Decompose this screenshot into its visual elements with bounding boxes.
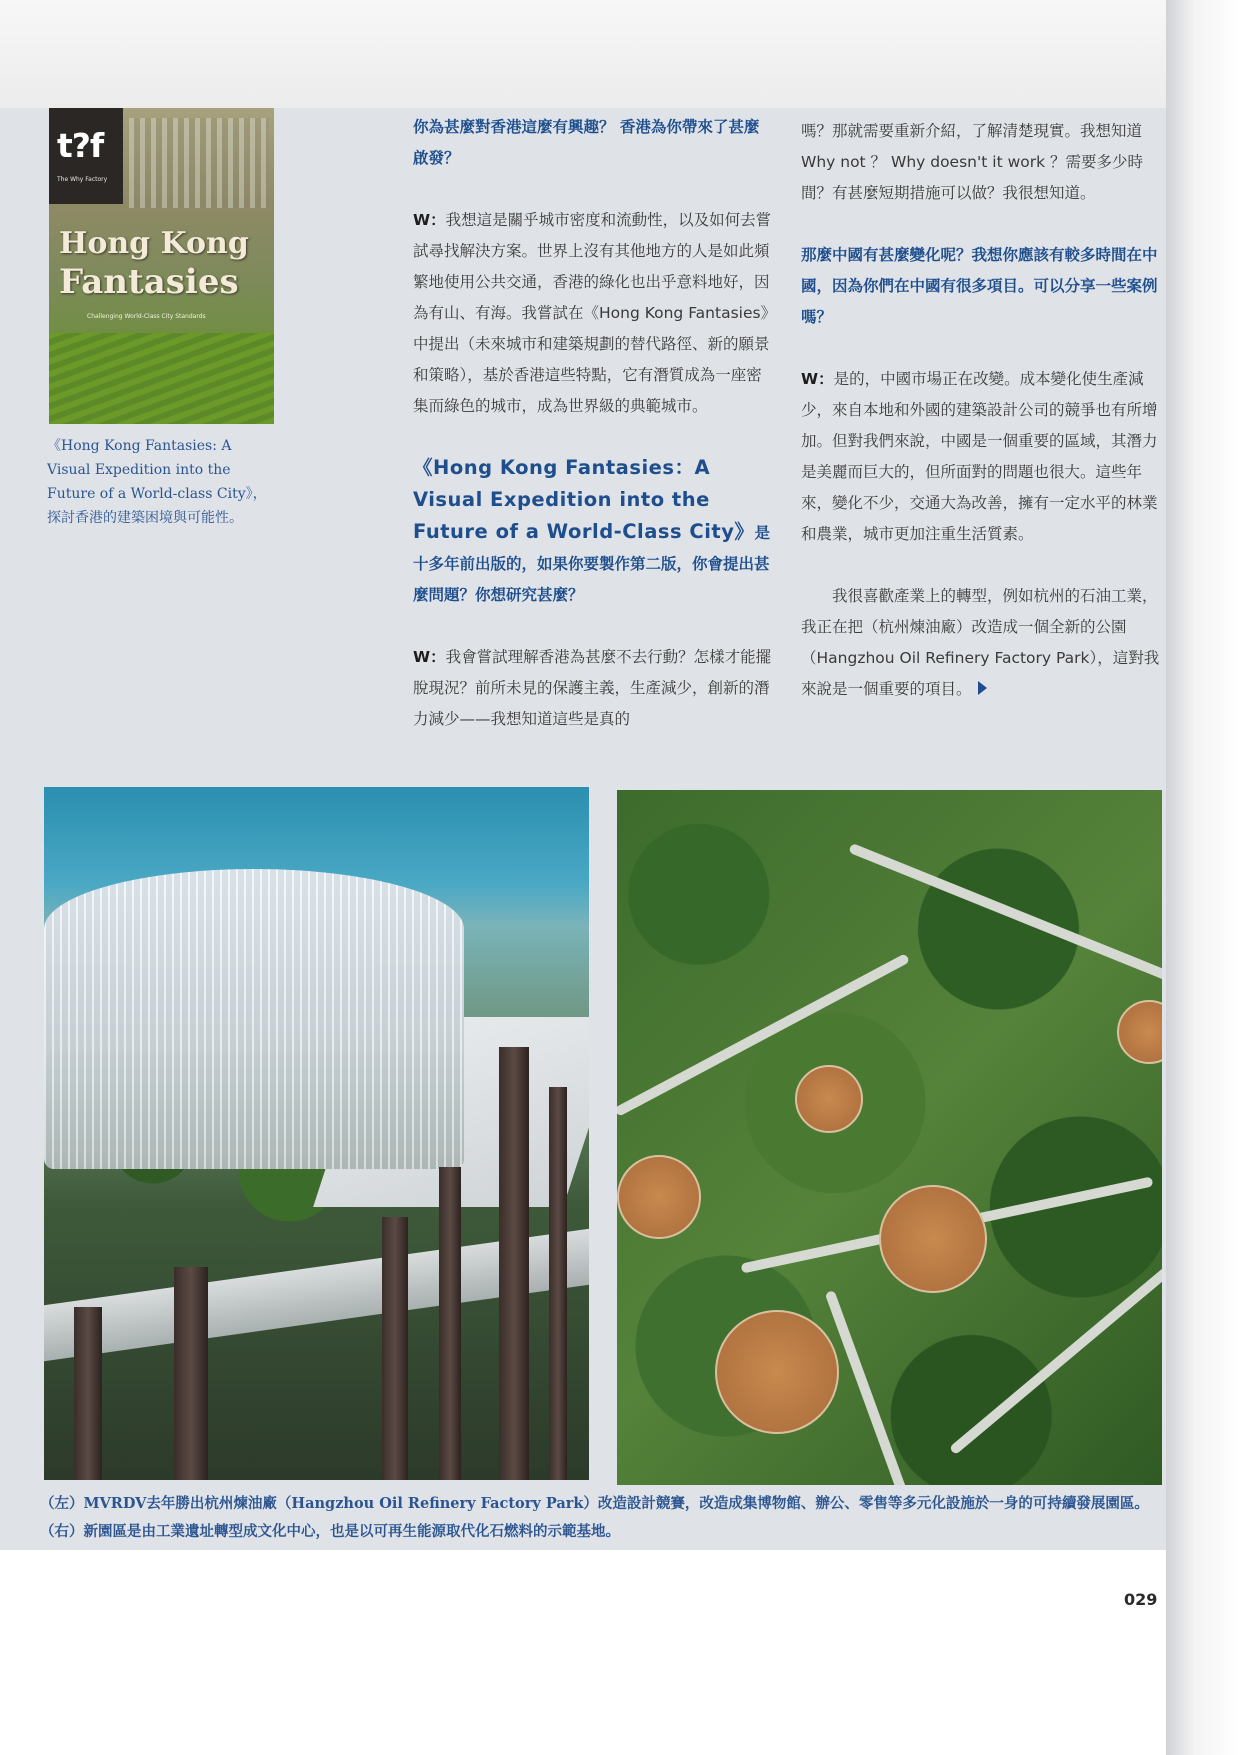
photo-park-aerial bbox=[617, 790, 1162, 1485]
article-column-right bbox=[801, 116, 1161, 705]
publisher-name: The Why Factory bbox=[57, 176, 108, 183]
photo-chimney bbox=[174, 1267, 208, 1480]
photo-plaza-circle bbox=[795, 1065, 863, 1133]
answer-2-continued: 嗎？那就需要重新介紹，了解清楚現實。我想知道Why not ？ Why doesn't it work ？需要多少時間？有甚麼短期措施可以做？我很想知道。 bbox=[801, 122, 1144, 202]
publisher-logo: t?f bbox=[57, 126, 104, 165]
photo-chimney bbox=[549, 1087, 567, 1480]
photo-path bbox=[617, 953, 910, 1117]
photo-refinery-museum bbox=[44, 787, 589, 1480]
cover-tagline: Challenging World-Class City Standards bbox=[87, 313, 206, 320]
speaker-mark: W： bbox=[413, 211, 446, 229]
answer-3 bbox=[801, 364, 1161, 550]
cover-title-line2: Fantasies bbox=[59, 262, 239, 302]
photo-caption-left: （左）MVRDV去年勝出杭州煉油廠（Hangzhou Oil Refinery Factory Park）改造設計競賽，改造成集博物館、辦公、零售等多元化設施於一身的可持續發展園區。 bbox=[40, 1495, 1149, 1512]
book-cover-image bbox=[49, 108, 274, 424]
answer-1 bbox=[413, 205, 773, 422]
speaker-mark: W： bbox=[413, 648, 446, 666]
question-1: 你為甚麼對香港這麼有興趣？ 香港為你帶來了甚麼啟發？ bbox=[413, 118, 760, 167]
answer-2 bbox=[413, 642, 773, 735]
cover-title-line1: Hong Kong bbox=[59, 226, 249, 261]
scan-edge bbox=[1166, 0, 1240, 1755]
photo-path bbox=[825, 1290, 910, 1485]
photo-plaza-circle bbox=[1117, 1000, 1162, 1064]
photo-chimney bbox=[382, 1217, 408, 1480]
answer-3-text: 是的，中國市場正在改變。成本變化使生產減少，來自本地和外國的建築設計公司的競爭也有所增加。但對我們來說，中國是一個重要的區域，其潛力是美麗而巨大的，但所面對的問題也很大。這些年來，變化不少，交通大為改善，擁有一定水平的林業和農業，城市更加注重生活質素。 bbox=[801, 370, 1158, 543]
answer-1-text: 我想這是關乎城市密度和流動性，以及如何去嘗試尋找解決方案。世界上沒有其他地方的人是如此頻繁地使用公共交通，香港的綠化也出乎意料地好，因為有山、有海。我嘗試在《Hong Kong Fantasies》中提出（未來城市和建築規劃的替代路徑、新的願景和策略），基於香港這些特點，它有潛質成為一座密集而綠色的城市，成為世界級的典範城市。 bbox=[413, 211, 772, 415]
cover-caption: 《Hong Kong Fantasies: A Visual Expedition into the Future of a World-class City》，探討香港的建築困境與可能性。 bbox=[47, 438, 267, 526]
question-3: 那麼中國有甚麼變化呢？我想你應該有較多時間在中國，因為你們在中國有很多項目。可以分享一些案例嗎？ bbox=[801, 246, 1158, 326]
city-model-graphic bbox=[129, 118, 269, 208]
cover-grass-graphic bbox=[49, 333, 274, 424]
question-2 bbox=[413, 453, 773, 611]
photo-chimney bbox=[439, 1167, 461, 1480]
photo-dome-building bbox=[44, 869, 464, 1169]
photo-plaza-circle bbox=[617, 1155, 701, 1239]
photo-plaza-circle bbox=[879, 1185, 987, 1293]
scan-top-margin bbox=[0, 0, 1166, 108]
photo-caption-right: （右）新園區是由工業遺址轉型成文化中心，也是以可再生能源取代化石燃料的示範基地。 bbox=[40, 1523, 620, 1540]
photo-plaza-circle bbox=[715, 1310, 839, 1434]
answer-4-text: 我很喜歡產業上的轉型，例如杭州的石油工業，我正在把（杭州煉油廠）改造成一個全新的公園（Hangzhou Oil Refinery Factory Park），這對我來說是一個重要的項目。 bbox=[801, 587, 1160, 698]
question-2-text: 是十多年前出版的，如果你要製作第二版，你會提出甚麼問題？你想研究甚麼？ bbox=[413, 524, 770, 604]
end-of-article-icon bbox=[978, 681, 987, 695]
publisher-logo-box bbox=[49, 108, 123, 204]
photo-chimney bbox=[499, 1047, 529, 1480]
answer-4 bbox=[801, 581, 1161, 705]
answer-2-text: 我會嘗試理解香港為甚麼不去行動？怎樣才能擺脫現況？前所未見的保護主義，生產減少，創新的潛力減少——我想知道這些是真的 bbox=[413, 648, 772, 728]
photo-path bbox=[949, 1255, 1162, 1455]
photo-caption bbox=[40, 1490, 1160, 1546]
page-number: 029 bbox=[1124, 1590, 1158, 1609]
article-column-middle bbox=[413, 112, 773, 735]
question-2-book-title: 《Hong Kong Fantasies：A Visual Expedition into the Future of a World-Class City》 bbox=[413, 456, 755, 543]
speaker-mark: W： bbox=[801, 370, 834, 388]
photo-chimney bbox=[74, 1307, 102, 1480]
